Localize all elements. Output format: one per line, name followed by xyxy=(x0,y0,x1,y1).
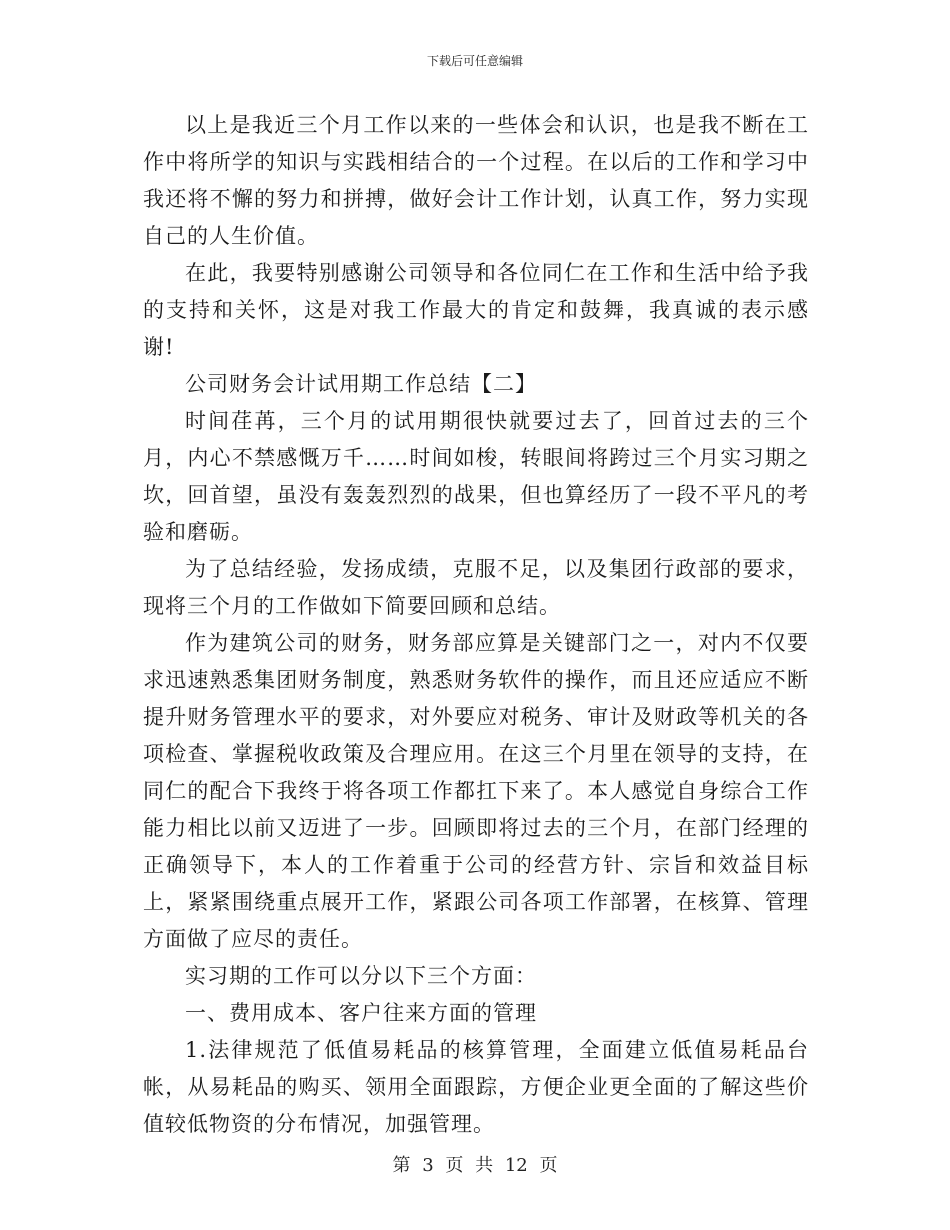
paragraph: 作为建筑公司的财务，财务部应算是关键部门之一，对内不仅要求迅速熟悉集团财务制度，熟悉财务软件的操作，而且还应适应不断提升财务管理水平的要求，对外要应对税务、审计及财政等机关的各项检查、掌握税收政策及合理应用。在这三个月里在领导的支持，在同仁的配合下我终于将各项工作都扛下来了。本人感觉自身综合工作能力相比以前又迈进了一步。回顾即将过去的三个月，在部门经理的正确领导下，本人的工作着重于公司的经营方针、宗旨和效益目标上，紧紧围绕重点展开工作，紧跟公司各项工作部署，在核算、管理方面做了应尽的责任。 xyxy=(143,631,809,951)
paragraph: 为了总结经验，发扬成绩，克服不足，以及集团行政部的要求，现将三个月的工作做如下简要回顾和总结。 xyxy=(143,557,809,618)
paragraph: 以上是我近三个月工作以来的一些体会和认识，也是我不断在工作中将所学的知识与实践相结合的一个过程。在以后的工作和学习中我还将不懈的努力和拼搏，做好会计工作计划，认真工作，努力实现自己的人生价值。 xyxy=(143,113,809,248)
section-heading: 公司财务会计试用期工作总结【二】 xyxy=(185,372,537,396)
document-body xyxy=(143,107,809,1143)
page-number-footer: 第 3 页 共 12 页 xyxy=(392,1155,558,1176)
paragraph: 在此，我要特别感谢公司领导和各位同仁在工作和生活中给予我的支持和关怀，这是对我工作最大的肯定和鼓舞，我真诚的表示感谢! xyxy=(143,261,809,359)
subsection-heading: 一、费用成本、客户往来方面的管理 xyxy=(185,1001,537,1025)
header-note: 下载后可任意编辑 xyxy=(426,54,523,68)
paragraph: 时间荏苒，三个月的试用期很快就要过去了，回首过去的三个月，内心不禁感慨万千……时间如梭，转眼间将跨过三个月实习期之坎，回首望，虽没有轰轰烈烈的战果，但也算经历了一段不平凡的考验和磨砺。 xyxy=(143,409,809,544)
paragraph: 1.法律规范了低值易耗品的核算管理，全面建立低值易耗品台帐，从易耗品的购买、领用全面跟踪，方便企业更全面的了解这些价值较低物资的分布情况，加强管理。 xyxy=(143,1038,809,1136)
paragraph: 实习期的工作可以分以下三个方面： xyxy=(185,964,537,988)
